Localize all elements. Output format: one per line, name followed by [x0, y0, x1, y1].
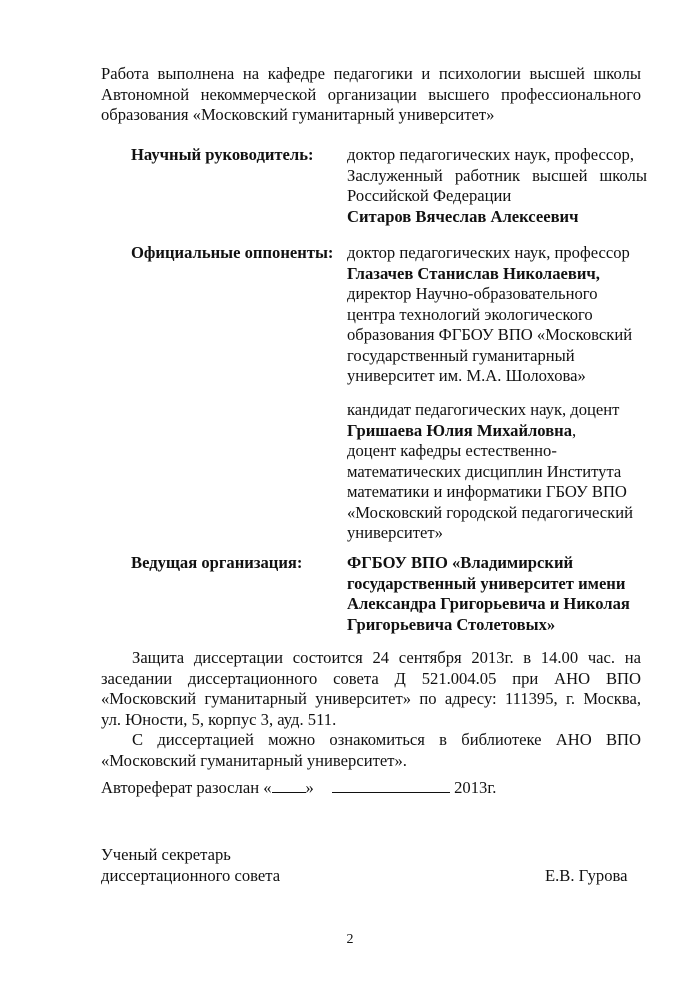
intro-line: Автономной некоммерческой организации высшего профессионального	[101, 84, 641, 104]
opponent-1-degree: доктор педагогических наук, профессор	[347, 243, 630, 262]
supervisor-line: Российской Федерации	[347, 186, 512, 205]
opponents-label: Официальные оппоненты:	[131, 243, 334, 262]
defense-line: ул. Юности, 5, корпус 3, ауд. 511.	[101, 709, 337, 729]
defense-line: «Московский гуманитарный университет» по адресу: 111395, г. Москва,	[101, 689, 641, 708]
supervisor-label: Научный руководитель:	[131, 145, 314, 164]
library-line: С диссертацией можно ознакомиться в библиотеке АНО ВПО	[132, 730, 641, 749]
opponent-2-line: доцент кафедры естественно-	[347, 441, 557, 460]
opponent-1-line: директор Научно-образовательного	[347, 284, 598, 303]
opponent-2-degree: кандидат педагогических наук, доцент	[347, 400, 620, 419]
intro-paragraph	[101, 64, 641, 126]
opponent-2-info	[347, 400, 647, 544]
dispatch-quote-close: »	[305, 778, 314, 797]
opponent-2-line: университет»	[347, 523, 443, 542]
intro-line: образования «Московский гуманитарный университет»	[101, 105, 495, 124]
opponent-2-name: Гришаева Юлия Михайловна	[347, 420, 573, 440]
leading-org-info	[347, 553, 647, 635]
opponent-2-line: «Московский городской педагогический	[347, 502, 633, 522]
supervisor-info	[347, 145, 647, 227]
defense-paragraph	[101, 648, 641, 771]
opponent-2-name-comma: ,	[572, 420, 577, 440]
leading-org-line: Григорьевича Столетовых»	[347, 614, 556, 634]
opponent-1-line: государственный гуманитарный	[347, 345, 575, 365]
intro-line: Работа выполнена на кафедре педагогики и психологии высшей школы	[101, 64, 641, 83]
opponent-1-name: Глазачев Станислав Николаевич,	[347, 263, 600, 283]
defense-line: Защита диссертации состоится 24 сентября 2013г. в 14.00 час. на	[132, 648, 641, 667]
leading-org-line: государственный университет имени	[347, 573, 626, 593]
opponent-1-line: университет им. М.А. Шолохова»	[347, 366, 586, 385]
dispatch-line	[101, 778, 496, 799]
secretary-name: Е.В. Гурова	[545, 866, 628, 885]
month-blank	[332, 778, 450, 793]
leading-org-label: Ведущая организация:	[131, 553, 303, 572]
day-blank	[272, 778, 306, 793]
secretary-title: Ученый секретарь	[101, 845, 231, 864]
opponent-2-line: математики и информатики ГБОУ ВПО	[347, 482, 627, 501]
secretary-block	[101, 845, 280, 886]
supervisor-name: Ситаров Вячеслав Алексеевич	[347, 206, 579, 226]
opponent-2-name-line	[347, 421, 647, 442]
supervisor-line: доктор педагогических наук, профессор,	[347, 145, 634, 164]
library-line: «Московский гуманитарный университет».	[101, 750, 407, 770]
page-number: 2	[346, 932, 354, 947]
opponent-1-line: образования ФГБОУ ВПО «Московский	[347, 325, 633, 344]
opponent-1-info	[347, 243, 647, 387]
opponent-1-line: центра технологий экологического	[347, 304, 593, 324]
dispatch-prefix: Автореферат разослан «	[101, 778, 272, 797]
leading-org-line: ФГБОУ ВПО «Владимирский	[347, 553, 574, 572]
defense-line: заседании диссертационного совета Д 521.004.05 при АНО ВПО	[101, 668, 641, 688]
opponent-2-line: математических дисциплин Института	[347, 461, 622, 481]
supervisor-line: Заслуженный работник высшей школы	[347, 165, 647, 185]
leading-org-line: Александра Григорьевича и Николая	[347, 594, 630, 613]
secretary-council: диссертационного совета	[101, 865, 281, 885]
dispatch-year: 2013г.	[454, 778, 497, 797]
